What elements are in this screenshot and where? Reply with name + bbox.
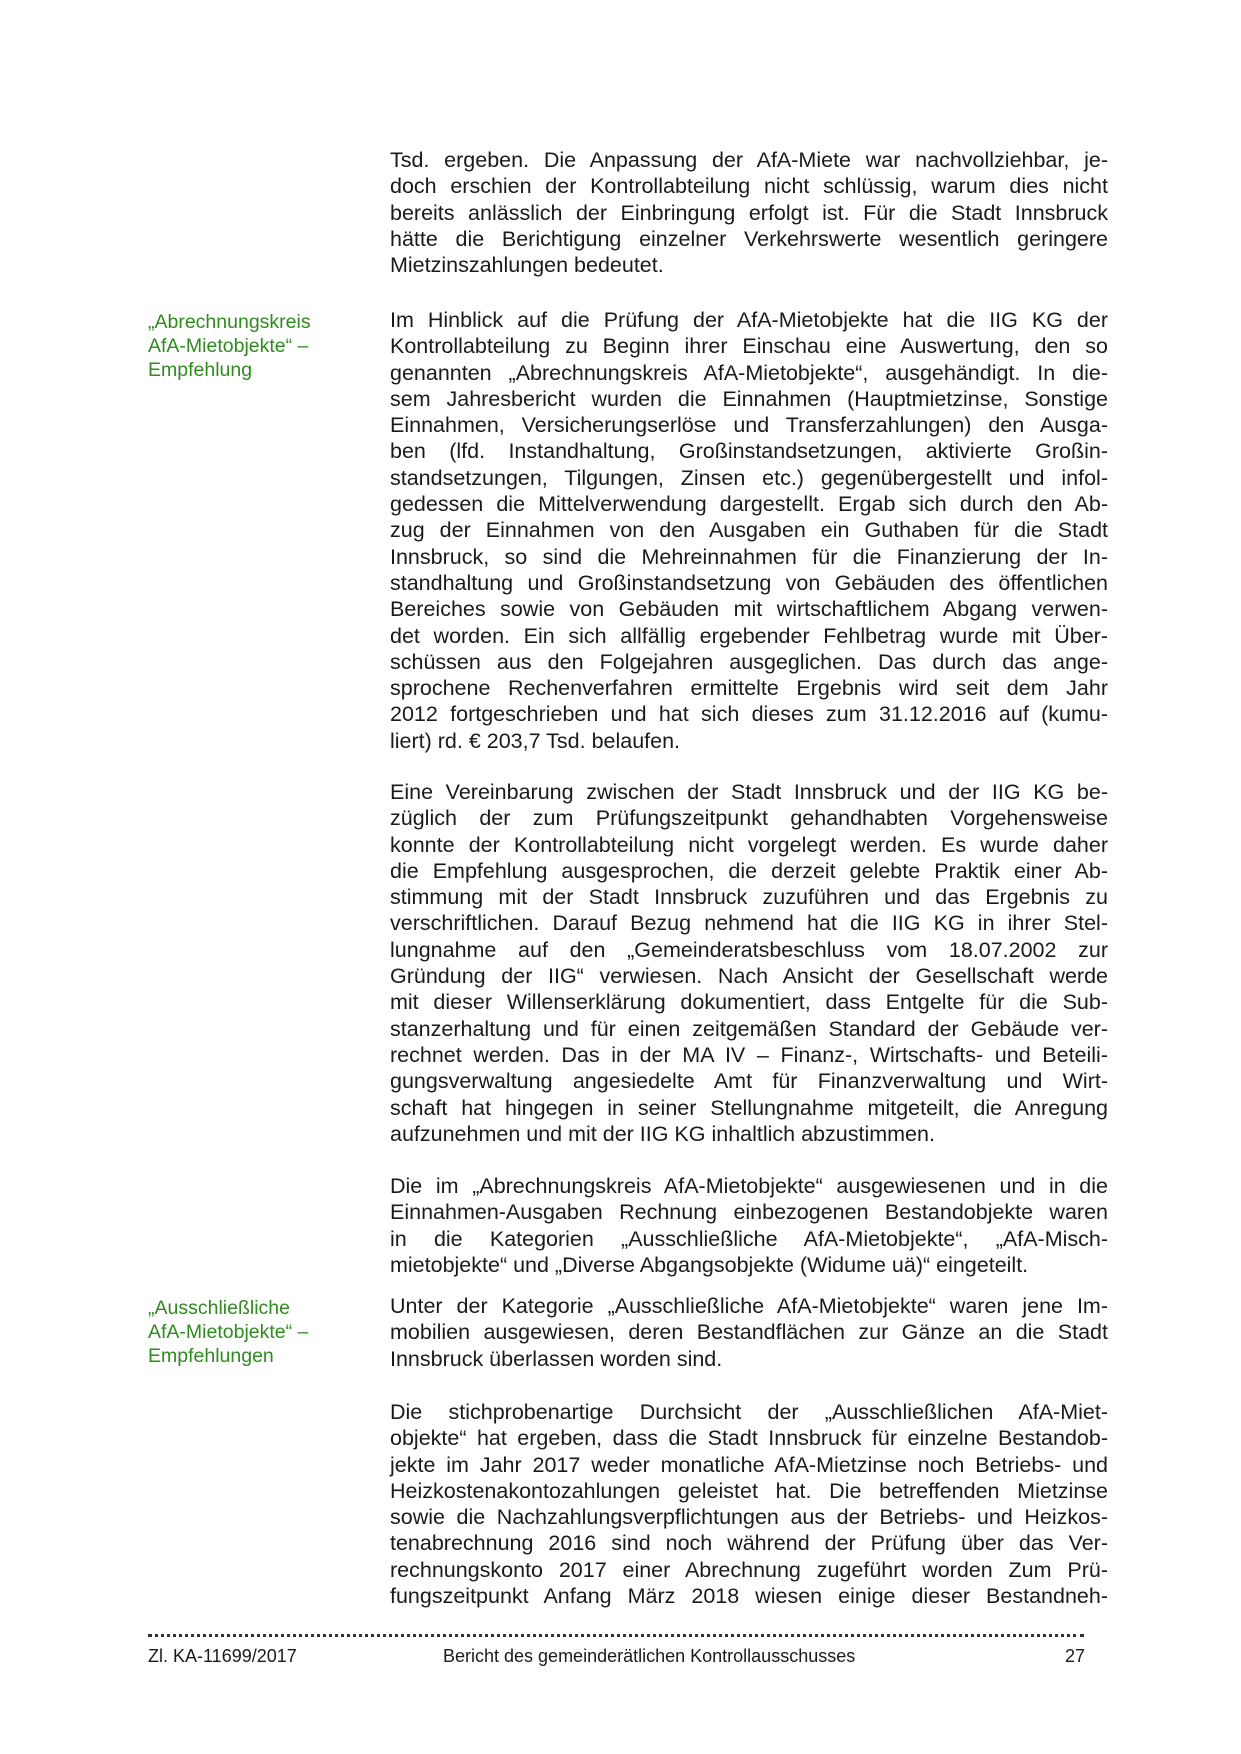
page-number: 27 [1065, 1646, 1086, 1666]
text-line: in die Kategorien „Ausschließliche AfA-Mietobjekte“, „AfA-Misch- [390, 1226, 1108, 1251]
margin-note-line: Empfehlung [148, 359, 253, 381]
text-line: konnte der Kontrollabteilung nicht vorgelegt werden. Es wurde daher [390, 832, 1108, 857]
text-line: liert) rd. € 203,7 Tsd. belaufen. [390, 728, 681, 753]
text-line: lungnahme auf den „Gemeinderatsbeschluss vom 18.07.2002 zur [390, 937, 1108, 962]
text-line: Kontrollabteilung zu Beginn ihrer Einschau eine Auswertung, den so [390, 334, 1108, 359]
paragraph-6 [390, 1399, 1108, 1609]
text-line: züglich der zum Prüfungszeitpunkt gehandhabten Vorgehensweise [390, 806, 1108, 831]
footer-divider [148, 1634, 1084, 1637]
text-line: mit dieser Willenserklärung dokumentiert, dass Entgelte für die Sub- [390, 990, 1108, 1015]
text-line: det worden. Ein sich allfällig ergebender Fehlbetrag wurde mit Über- [390, 623, 1108, 648]
text-line: fungszeitpunkt Anfang März 2018 wiesen einige dieser Bestandneh- [390, 1584, 1108, 1609]
text-line: die Empfehlung ausgesprochen, die derzeit gelebte Praktik einer Ab- [390, 858, 1108, 883]
margin-note-ausschliessliche [148, 1296, 338, 1368]
text-line: genannten „Abrechnungskreis AfA-Mietobjekte“, ausgehändigt. In die- [390, 360, 1108, 385]
text-line: Heizkostenakontozahlungen geleistet hat. Die betreffenden Mietzinse [390, 1478, 1108, 1503]
text-line: bereits anlässlich der Einbringung erfolgt ist. Für die Stadt Innsbruck [390, 200, 1108, 225]
text-line: Innsbruck, so sind die Mehreinnahmen für die Finanzierung der In- [390, 544, 1108, 569]
text-line: standhaltung und Großinstandsetzung von Gebäuden des öffentlichen [390, 570, 1108, 595]
text-line: standsetzungen, Tilgungen, Zinsen etc.) gegenübergestellt und infol- [390, 465, 1108, 490]
footer-report-title: Bericht des gemeinderätlichen Kontrollausschusses [443, 1646, 856, 1666]
text-line: tenabrechnung 2016 sind noch während der Prüfung über das Ver- [390, 1531, 1108, 1556]
text-line: Im Hinblick auf die Prüfung der AfA-Mietobjekte hat die IIG KG der [390, 308, 1108, 332]
text-line: ben (lfd. Instandhaltung, Großinstandsetzungen, aktivierte Großin- [390, 439, 1108, 464]
text-line: Die im „Abrechnungskreis AfA-Mietobjekte“ ausgewiesenen und in die [390, 1174, 1108, 1198]
text-line: hätte die Berichtigung einzelner Verkehrswerte wesentlich geringere [390, 226, 1108, 251]
text-line: sowie die Nachzahlungsverpflichtungen aus der Betriebs- und Heizkos- [390, 1505, 1108, 1530]
text-line: Einnahmen, Versicherungserlöse und Transferzahlungen) den Ausga- [390, 413, 1108, 438]
text-line: objekte“ hat ergeben, dass die Stadt Innsbruck für einzelne Bestandob- [390, 1426, 1108, 1451]
text-line: Eine Vereinbarung zwischen der Stadt Innsbruck und der IIG KG be- [390, 780, 1108, 804]
margin-note-line: Empfehlungen [148, 1345, 274, 1367]
text-line: stanzerhaltung und für einen zeitgemäßen Standard der Gebäude ver- [390, 1016, 1108, 1041]
text-line: Innsbruck überlassen worden sind. [390, 1346, 723, 1371]
margin-note-line: „Ausschließliche [148, 1297, 290, 1319]
paragraph-3 [390, 779, 1108, 1147]
text-line: stimmung mit der Stadt Innsbruck zuzuführen und das Ergebnis zu [390, 885, 1108, 910]
text-line: doch erschien der Kontrollabteilung nicht schlüssig, warum dies nicht [390, 174, 1108, 199]
text-line: sprochene Rechenverfahren ermittelte Ergebnis wird seit dem Jahr [390, 676, 1108, 701]
text-line: gungsverwaltung angesiedelte Amt für Finanzverwaltung und Wirt- [390, 1069, 1108, 1094]
margin-note-line: AfA-Mietobjekte“ – [148, 335, 309, 357]
footer-reference: Zl. KA-11699/2017 [148, 1646, 297, 1666]
text-line: jekte im Jahr 2017 weder monatliche AfA-Mietzinse noch Betriebs- und [390, 1452, 1108, 1477]
text-line: mobilien ausgewiesen, deren Bestandflächen zur Gänze an die Stadt [390, 1320, 1108, 1345]
margin-note-line: AfA-Mietobjekte“ – [148, 1321, 309, 1343]
paragraph-4 [390, 1173, 1108, 1278]
text-line: zug der Einnahmen von den Ausgaben ein Guthaben für die Stadt [390, 518, 1108, 543]
text-line: schaft hat hingegen in seiner Stellungnahme mitgeteilt, die Anregung [390, 1095, 1108, 1120]
text-line: 2012 fortgeschrieben und hat sich dieses zum 31.12.2016 auf (kumu- [390, 702, 1108, 727]
text-line: sem Jahresbericht wurden die Einnahmen (Hauptmietzinse, Sonstige [390, 386, 1108, 411]
text-line: Bereiches sowie von Gebäuden mit wirtschaftlichem Abgang verwen- [390, 597, 1108, 622]
text-line: rechnet werden. Das in der MA IV – Finanz-, Wirtschafts- und Beteili- [390, 1042, 1108, 1067]
text-line: Gründung der IIG“ verwiesen. Nach Ansicht der Gesellschaft werde [390, 964, 1108, 989]
text-line: mietobjekte“ und „Diverse Abgangsobjekte (Widume uä)“ eingeteilt. [390, 1252, 1029, 1277]
margin-note-abrechnungskreis [148, 310, 338, 382]
paragraph-2 [390, 307, 1108, 754]
margin-note-line: „Abrechnungskreis [148, 311, 311, 333]
text-line: Einnahmen-Ausgaben Rechnung einbezogenen Bestandobjekte waren [390, 1200, 1108, 1225]
text-line: Unter der Kategorie „Ausschließliche AfA-Mietobjekte“ waren jene Im- [390, 1294, 1108, 1318]
text-line: aufzunehmen und mit der IIG KG inhaltlich abzustimmen. [390, 1121, 935, 1146]
text-line: verschriftlichen. Darauf Bezug nehmend hat die IIG KG in ihrer Stel- [390, 911, 1108, 936]
text-line: schüssen aus den Folgejahren ausgeglichen. Das durch das ange- [390, 649, 1108, 674]
paragraph-5 [390, 1293, 1108, 1372]
text-line: Mietzinszahlungen bedeutet. [390, 253, 664, 278]
text-line: Die stichprobenartige Durchsicht der „Ausschließlichen AfA-Miet- [390, 1400, 1108, 1424]
text-line: gedessen die Mittelverwendung dargestellt. Ergab sich durch den Ab- [390, 492, 1108, 517]
paragraph-1 [390, 147, 1108, 278]
text-line: rechnungskonto 2017 einer Abrechnung zugeführt worden Zum Prü- [390, 1557, 1108, 1582]
text-line: Tsd. ergeben. Die Anpassung der AfA-Miete war nachvollziehbar, je- [390, 148, 1108, 172]
